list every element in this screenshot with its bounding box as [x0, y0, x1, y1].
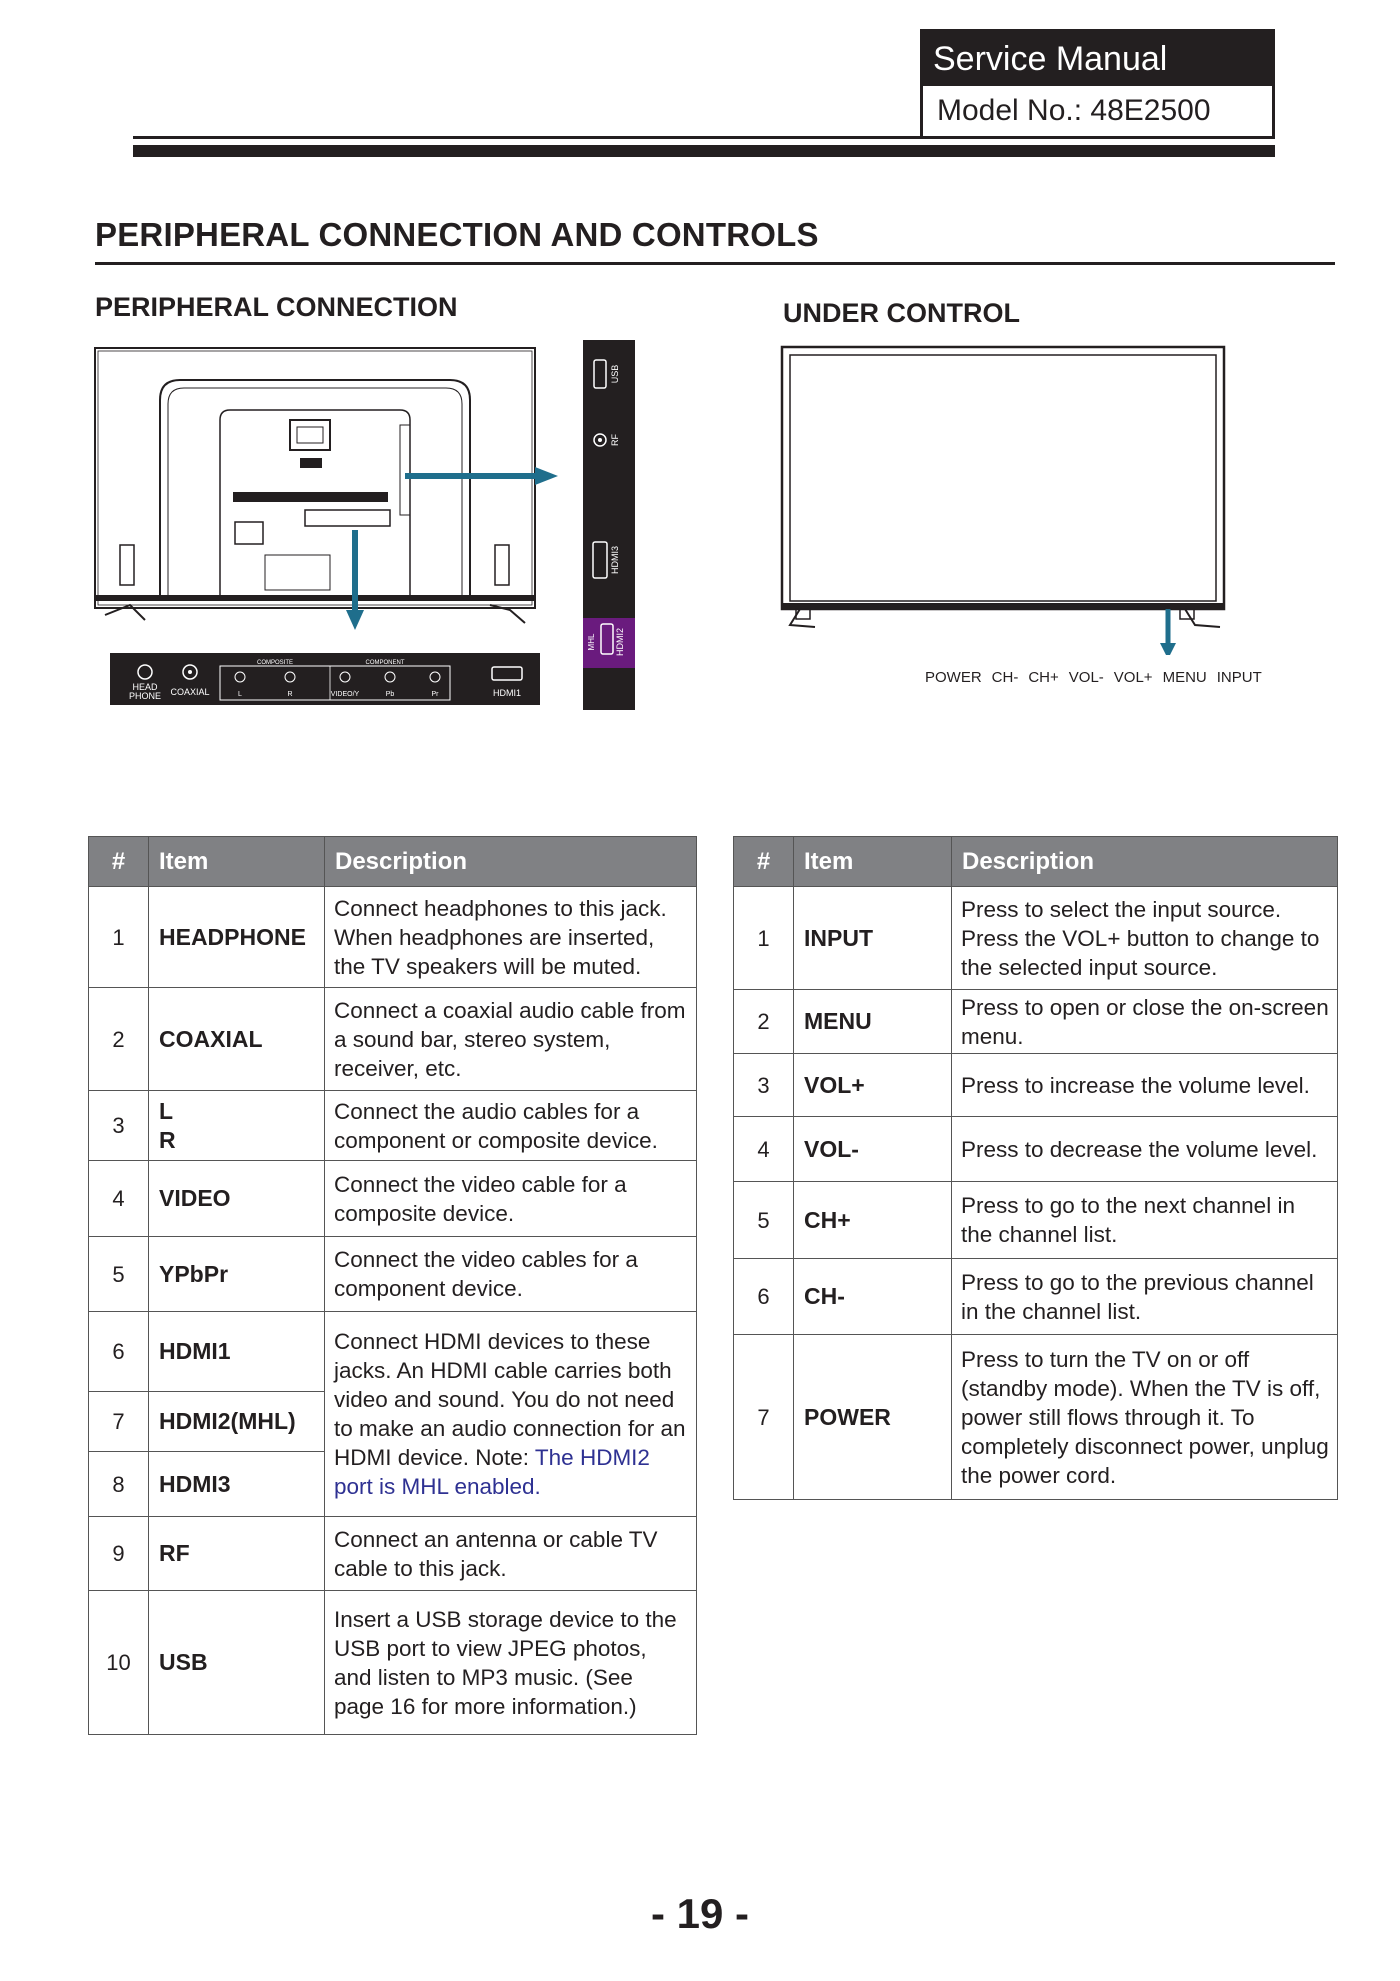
ctrl-label-vol-minus: VOL- [1068, 669, 1104, 686]
row-num: 1 [734, 887, 794, 990]
row-desc-hdmi [325, 1312, 697, 1517]
col-header-item: Item [149, 837, 325, 887]
row-num: 5 [89, 1237, 149, 1312]
row-num: 1 [89, 887, 149, 988]
row-desc: Press to go to the next channel in the channel list. [952, 1182, 1338, 1259]
row-item: POWER [794, 1335, 952, 1500]
under-control-table [733, 836, 1338, 1500]
row-num: 4 [734, 1117, 794, 1182]
table-header-row [734, 837, 1338, 887]
port-label-video-y: VIDEO/Y [330, 691, 360, 698]
under-control-heading: UNDER CONTROL [783, 298, 1020, 328]
table-row [734, 887, 1338, 990]
row-item: RF [149, 1517, 325, 1591]
row-desc: Press to turn the TV on or off (standby mode). When the TV is off, power still flows through it. To completely disconnect power, unplug the power cord. [952, 1335, 1338, 1500]
row-num: 2 [734, 990, 794, 1054]
row-num: 8 [89, 1452, 149, 1517]
table-row [89, 1237, 697, 1312]
table-row [734, 1117, 1338, 1182]
port-label-phone: PHONE [128, 691, 162, 701]
row-desc: Connect the audio cables for a component or composite device. [325, 1091, 697, 1161]
row-desc: Connect a coaxial audio cable from a sound bar, stereo system, receiver, etc. [325, 988, 697, 1091]
row-num: 5 [734, 1182, 794, 1259]
table-row [89, 988, 697, 1091]
row-item: MENU [794, 990, 952, 1054]
header-model: Model No.: 48E2500 [937, 94, 1211, 127]
header-box [920, 29, 1275, 139]
hdmi-desc-text: Connect HDMI devices to these jacks. An HDMI cable carries both video and sound. You do not need to make an audio connection for an HDMI device. Note: [334, 1329, 686, 1470]
peripheral-heading: PERIPHERAL CONNECTION [95, 292, 458, 322]
header-rule-thick [133, 145, 1275, 157]
row-num: 7 [89, 1392, 149, 1452]
port-label-r: R [287, 691, 293, 698]
row-desc: Connect the video cables for a component device. [325, 1237, 697, 1312]
port-label-l: L [238, 691, 242, 698]
table-row [89, 1161, 697, 1237]
tv-front-diagram [780, 345, 1270, 655]
title-divider [95, 262, 1335, 265]
col-header-description: Description [325, 837, 697, 887]
port-label-head: HEAD [132, 682, 158, 692]
row-item: HDMI1 [149, 1312, 325, 1392]
hdmi-note-text: The HDMI2 port is MHL enabled. [334, 1445, 650, 1499]
side-port-mhl: MHL [587, 633, 596, 651]
ctrl-label-vol-plus: VOL+ [1113, 669, 1153, 686]
row-item: HDMI3 [149, 1452, 325, 1517]
row-desc: Connect headphones to this jack. When headphones are inserted, the TV speakers will be muted. [325, 887, 697, 988]
port-label-component: COMPONENT [365, 660, 405, 666]
port-label-composite: COMPOSITE [256, 660, 294, 666]
row-desc: Press to select the input source. Press the VOL+ button to change to the selected input source. [952, 887, 1338, 990]
ctrl-label-ch-minus: CH- [991, 669, 1019, 686]
row-item: CH+ [794, 1182, 952, 1259]
table-row [89, 1591, 697, 1735]
row-desc: Insert a USB storage device to the USB port to view JPEG photos, and listen to MP3 music. (See page 16 for more information.) [325, 1591, 697, 1735]
row-item: VIDEO [149, 1161, 325, 1237]
row-num: 3 [89, 1091, 149, 1161]
row-item: USB [149, 1591, 325, 1735]
table-row [89, 1312, 697, 1392]
row-num: 9 [89, 1517, 149, 1591]
col-header-description: Description [952, 837, 1338, 887]
ctrl-label-power: POWER [925, 669, 982, 686]
port-label-pb: Pb [385, 691, 395, 698]
row-item: CH- [794, 1259, 952, 1335]
row-item [149, 1091, 325, 1161]
row-num: 4 [89, 1161, 149, 1237]
table-row [734, 1335, 1338, 1500]
row-item-r: R [159, 1126, 176, 1153]
table-row [734, 990, 1338, 1054]
col-header-item: Item [794, 837, 952, 887]
header-title: Service Manual [923, 32, 1272, 86]
row-item: INPUT [794, 887, 952, 990]
row-item: VOL+ [794, 1054, 952, 1117]
side-port-rf: RF [610, 434, 620, 446]
row-num: 3 [734, 1054, 794, 1117]
table-row [89, 887, 697, 988]
peripheral-table [88, 836, 697, 1735]
row-num: 10 [89, 1591, 149, 1735]
col-header-num: # [734, 837, 794, 887]
table-row [734, 1259, 1338, 1335]
row-desc: Connect an antenna or cable TV cable to this jack. [325, 1517, 697, 1591]
side-port-hdmi2: HDMI2 [615, 627, 625, 657]
row-item: COAXIAL [149, 988, 325, 1091]
control-button-labels [925, 669, 1262, 686]
side-port-usb: USB [610, 364, 620, 384]
table-row [734, 1054, 1338, 1117]
table-header-row [89, 837, 697, 887]
row-desc: Press to increase the volume level. [952, 1054, 1338, 1117]
ctrl-label-ch-plus: CH+ [1028, 669, 1059, 686]
row-num: 7 [734, 1335, 794, 1500]
tv-back-diagram [90, 340, 650, 715]
row-num: 6 [89, 1312, 149, 1392]
port-label-coaxial: COAXIAL [170, 687, 210, 697]
row-item: YPbPr [149, 1237, 325, 1312]
row-item: VOL- [794, 1117, 952, 1182]
port-label-pr: Pr [431, 691, 439, 698]
side-port-hdmi3: HDMI3 [610, 545, 620, 575]
row-num: 6 [734, 1259, 794, 1335]
table-row [734, 1182, 1338, 1259]
row-item-l: L [159, 1097, 174, 1124]
page-number: - 19 - [650, 1890, 750, 1937]
row-item: HEADPHONE [149, 887, 325, 988]
row-desc: Press to go to the previous channel in the channel list. [952, 1259, 1338, 1335]
page-title: PERIPHERAL CONNECTION AND CONTROLS [95, 216, 819, 253]
row-item: HDMI2(MHL) [149, 1392, 325, 1452]
col-header-num: # [89, 837, 149, 887]
ctrl-label-menu: MENU [1162, 669, 1207, 686]
table-row [89, 1091, 697, 1161]
row-num: 2 [89, 988, 149, 1091]
row-desc: Press to decrease the volume level. [952, 1117, 1338, 1182]
header-rule-thin [133, 136, 1275, 139]
row-desc: Press to open or close the on-screen menu. [952, 990, 1338, 1054]
row-desc: Connect the video cable for a composite device. [325, 1161, 697, 1237]
ctrl-label-input: INPUT [1216, 669, 1262, 686]
table-row [89, 1517, 697, 1591]
port-label-hdmi1: HDMI1 [492, 688, 522, 698]
